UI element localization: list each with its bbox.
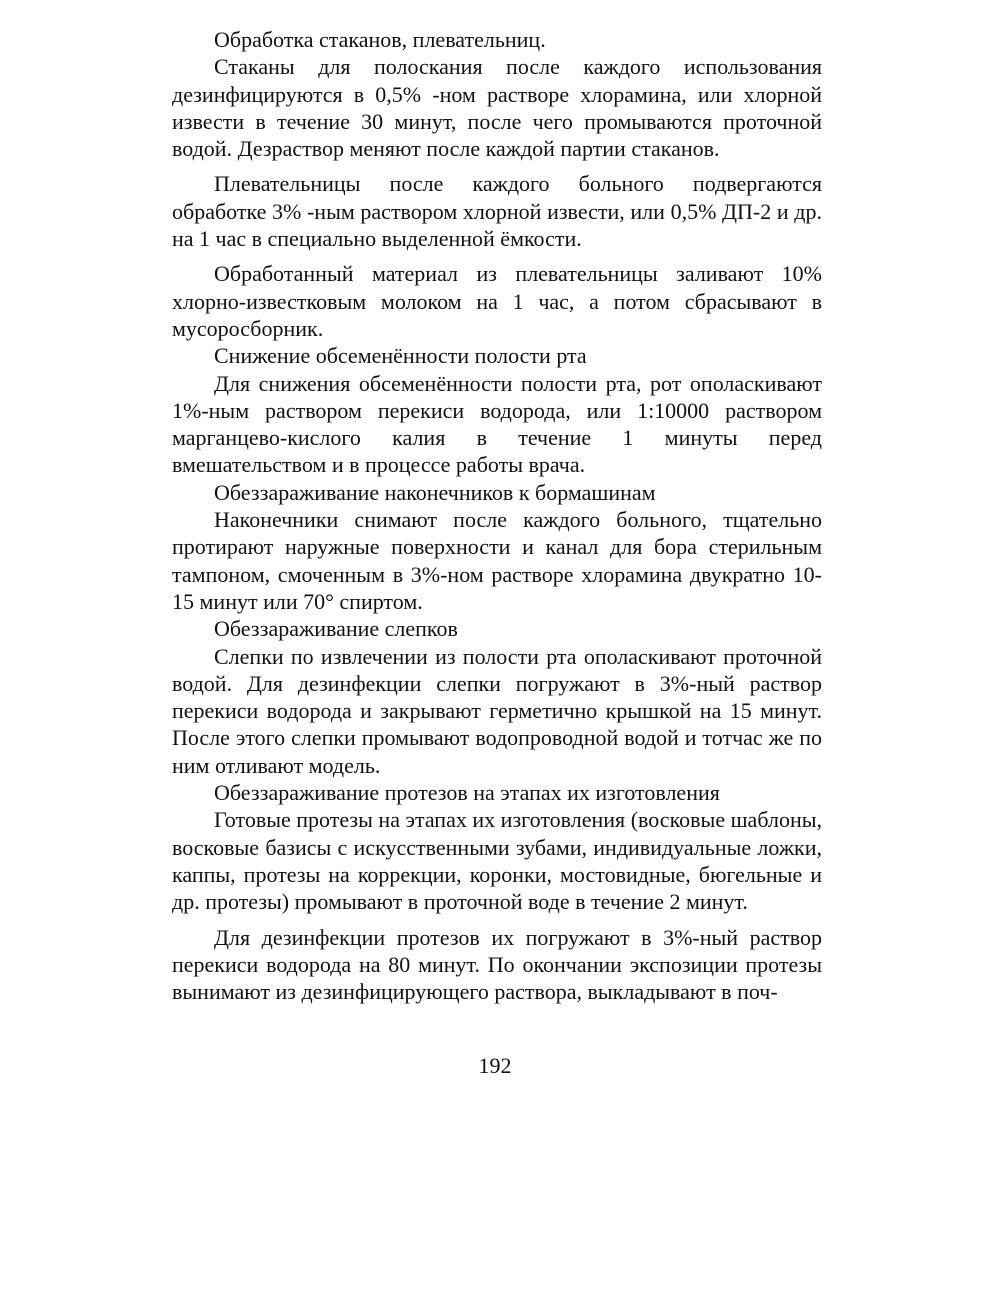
section-heading: Обеззараживание слепков: [214, 616, 458, 642]
section-heading: Снижение обсеменённости полости рта: [214, 343, 587, 369]
paragraph: Стаканы для полоскания после каждого использования дезинфицируются в 0,5% -ном растворе хлорамина, или хлорной извести в течение 30 минут, после чего промываются проточной водой. Дезраствор меняют после каждой партии стаканов.: [172, 54, 822, 162]
paragraph: Для дезинфекции протезов их погружают в 3%-ный раствор перекиси водорода на 80 минут. По окончании экспозиции протезы вынимают из дезинфицирующего раствора, выкладывают в поч-: [172, 924, 822, 1005]
paragraph: Для снижения обсеменённости полости рта, рот ополаскивают 1%-ным раствором перекиси водорода, или 1:10000 раствором марганцево-кислого калия в течение 1 минуты перед вмешательством и в процессе работы врача.: [172, 370, 822, 478]
section-heading: Обработка стаканов, плевательниц.: [214, 27, 546, 52]
paragraph: Наконечники снимают после каждого больного, тщательно протирают наружные поверхности и канал для бора стерильным тампоном, смоченным в 3%-ном растворе хлорамина двукратно 10-15 минут или 70° спиртом.: [172, 507, 822, 614]
paragraph: Слепки по извлечении из полости рта ополаскивают проточной водой. Для дезинфекции слепки погружают в 3%-ный раствор перекиси водорода и закрывают герметично крышкой на 15 минут. После этого слепки промывают водопроводной водой и тотчас же по ним отливают модель.: [172, 643, 822, 778]
paragraph: Обработанный материал из плевательницы заливают 10% хлорно-известковым молоком на 1 час, а потом сбрасывают в мусоросборник.: [172, 261, 822, 341]
body-text: [172, 26, 822, 1005]
paragraph: Плевательницы после каждого больного подвергаются обработке 3% -ным раствором хлорной извести, или 0,5% ДП-2 и др. на 1 час в специально выделенной ёмкости.: [172, 171, 822, 252]
section-heading: Обеззараживание протезов на этапах их изготовления: [214, 780, 720, 806]
page-number: 192: [478, 1053, 512, 1078]
paragraph: Готовые протезы на этапах их изготовления (восковые шаблоны, восковые базисы с искусственными зубами, индивидуальные ложки, каппы, протезы на коррекции, коронки, мостовидные, бюгельные и др. протезы) промывают в проточной воде в течение 2 минут.: [172, 807, 822, 915]
section-heading: Обеззараживание наконечников к бормашинам: [214, 479, 656, 505]
